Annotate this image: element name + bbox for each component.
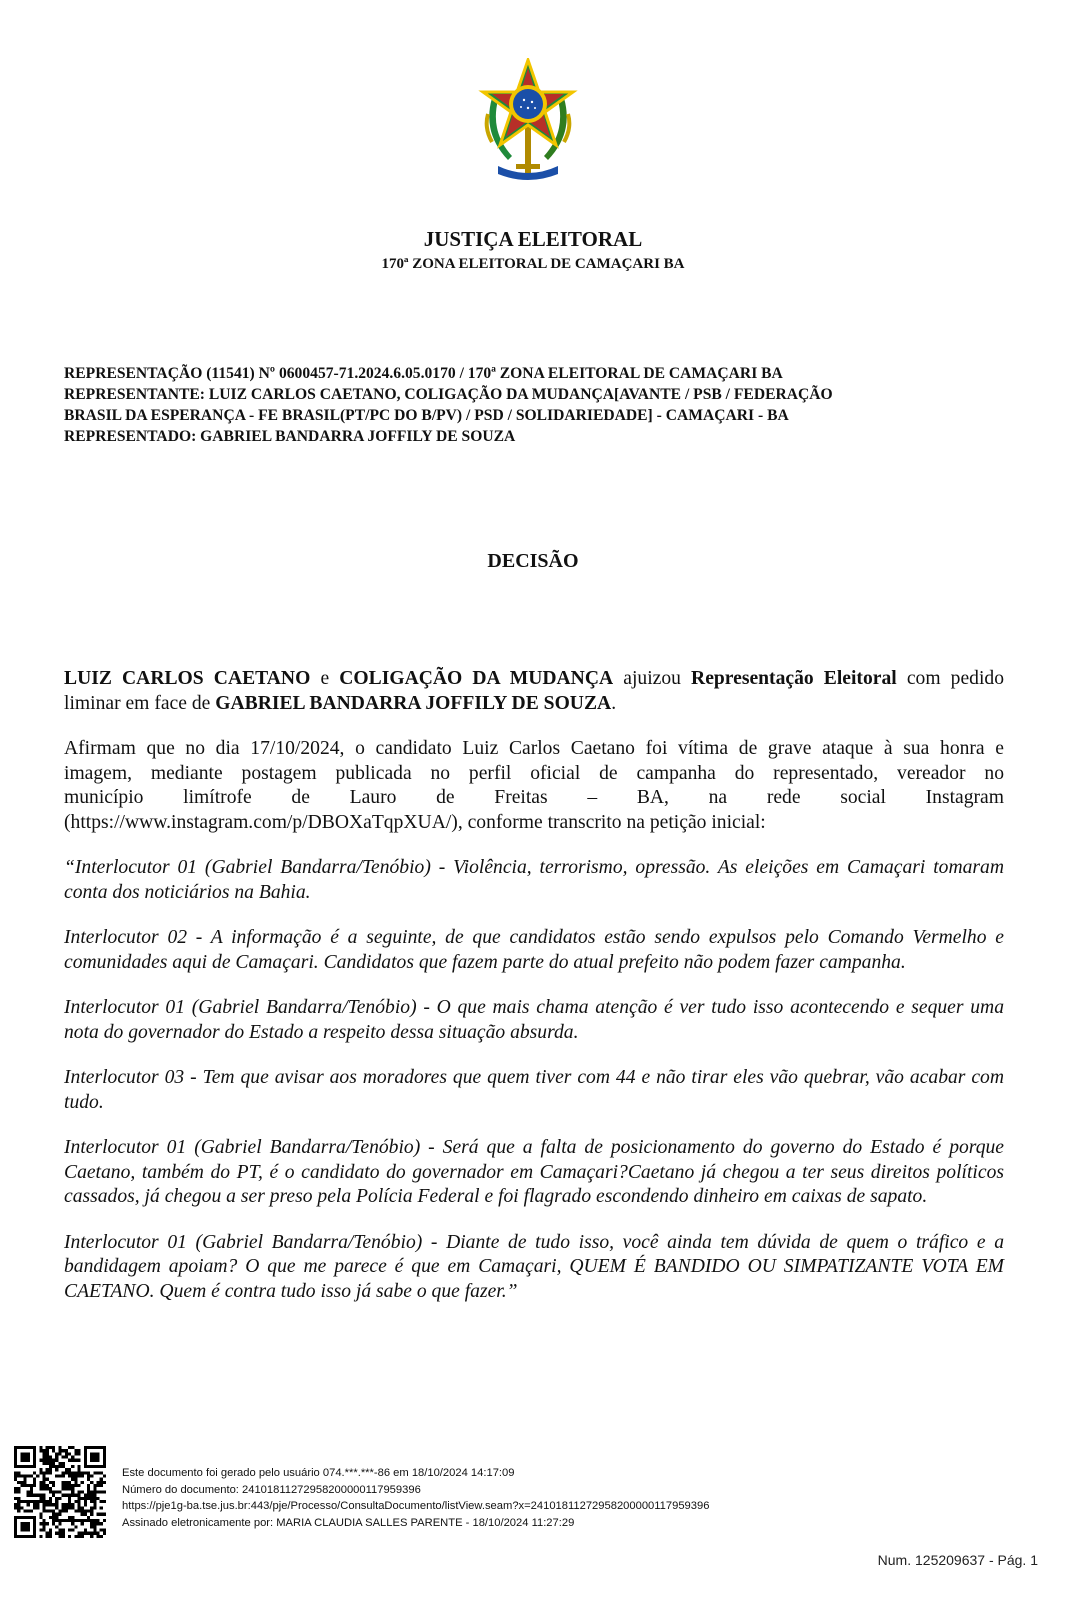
facts-line: município limítrofe de Lauro de Freitas – BA, na rede social Instagram bbox=[64, 787, 1004, 808]
facts-line: imagem, mediante postagem publicada no perfil oficial de campanha do representado, vereador no bbox=[64, 762, 1004, 784]
representante-line: REPRESENTANTE: LUIZ CARLOS CAETANO, COLIGAÇÃO DA MUDANÇA[AVANTE / PSB / FEDERAÇÃO bbox=[64, 386, 833, 403]
court-name: JUSTIÇA ELEITORAL bbox=[423, 227, 643, 251]
representado-line: REPRESENTADO: GABRIEL BANDARRA JOFFILY DE SOUZA bbox=[64, 428, 516, 445]
signature-line: Assinado eletronicamente por: MARIA CLAUDIA SALLES PARENTE - 18/10/2024 11:27:29 bbox=[122, 1516, 575, 1529]
action-name: Representação Eleitoral bbox=[691, 668, 897, 689]
case-number-line: REPRESENTAÇÃO (11541) Nº 0600457-71.2024.6.05.0170 / 170ª ZONA ELEITORAL DE CAMAÇARI BA bbox=[64, 365, 783, 382]
decision-title: DECISÃO bbox=[487, 550, 579, 572]
text-run: ajuizou bbox=[613, 668, 692, 689]
quote-paragraph: Interlocutor 03 - Tem que avisar aos moradores que quem tiver com 44 e não tirar eles vão quebrar, vão acabar com tudo. bbox=[64, 1067, 1004, 1113]
intro-paragraph bbox=[64, 667, 1004, 716]
quote-paragraph: Interlocutor 02 - A informação é a seguinte, de que candidatos estão sendo expulsos pelo Comando Vermelho e comunidades aqui de Camaçari. Candidatos que fazem parte do atual prefeito não podem fazer campanha. bbox=[64, 927, 1004, 973]
quote-paragraph: Interlocutor 01 (Gabriel Bandarra/Tenóbio) - Será que a falta de posicionamento do governo do Estado é porque Caetano, também do PT, é o candidato do governador em Camaçari?Caetano já chegou a ter seus direitos políticos cassados, já chegou a ser preso pela Polícia Federal e foi flagrado escondendo dinheiro em caixas de sapato. bbox=[64, 1137, 1004, 1207]
quote-paragraph: Interlocutor 01 (Gabriel Bandarra/Tenóbio) - O que mais chama atenção é ver tudo isso acontecendo e sequer uma nota do governador do Estado a respeito dessa situação absurda. bbox=[64, 997, 1004, 1043]
generated-by: Este documento foi gerado pelo usuário 074.***.***-86 em 18/10/2024 14:17:09 bbox=[122, 1467, 515, 1479]
party-name: LUIZ CARLOS CAETANO bbox=[64, 668, 311, 689]
party-name: COLIGAÇÃO DA MUDANÇA bbox=[339, 668, 614, 689]
facts-line: (https://www.instagram.com/p/DBOXaTqpXUA/), conforme transcrito na petição inicial: bbox=[64, 811, 766, 833]
text-run: . bbox=[611, 692, 617, 714]
facts-line: Afirmam que no dia 17/10/2024, o candidato Luiz Carlos Caetano foi vítima de grave ataque à sua honra e bbox=[64, 738, 1004, 759]
quote-paragraph: “Interlocutor 01 (Gabriel Bandarra/Tenóbio) - Violência, terrorismo, opressão. As eleições em Camaçari tomaram conta dos noticiários na Bahia. bbox=[64, 857, 1004, 903]
document-body bbox=[64, 667, 1004, 1325]
text-run: e bbox=[310, 668, 340, 689]
defendant-name: GABRIEL BANDARRA JOFFILY DE SOUZA bbox=[215, 692, 612, 714]
representante-line-cont: BRASIL DA ESPERANÇA - FE BRASIL(PT/PC DO B/PV) / PSD / SOLIDARIEDADE] - CAMAÇARI - BA bbox=[64, 407, 789, 424]
facts-paragraph bbox=[64, 737, 1004, 835]
document-number: Número do documento: 24101811272958200000117959396 bbox=[122, 1483, 421, 1496]
case-header bbox=[64, 363, 1004, 447]
electoral-zone: 170ª ZONA ELEITORAL DE CAMAÇARI BA bbox=[381, 256, 685, 272]
page-number: Num. 125209637 - Pág. 1 bbox=[877, 1552, 1038, 1568]
document-url: https://pje1g-ba.tse.jus.br:443/pje/Processo/ConsultaDocumento/listView.seam?x=24101811272958200000117959396 bbox=[122, 1500, 710, 1512]
footer-metadata bbox=[122, 1465, 842, 1531]
qr-code-icon bbox=[14, 1446, 106, 1538]
brazil-coat-of-arms-icon bbox=[478, 58, 578, 184]
quote-paragraph: Interlocutor 01 (Gabriel Bandarra/Tenóbio) - Diante de tudo isso, você ainda tem dúvida de quem o tráfico e a bandidagem apoiam? O que me parece é que em Camaçari, QUEM É BANDIDO OU SIMPATIZANTE VOTA EM CAETANO. Quem é contra tudo isso já sabe o que fazer.” bbox=[64, 1231, 1004, 1302]
text-run: com pedido liminar em face de bbox=[64, 668, 1004, 714]
